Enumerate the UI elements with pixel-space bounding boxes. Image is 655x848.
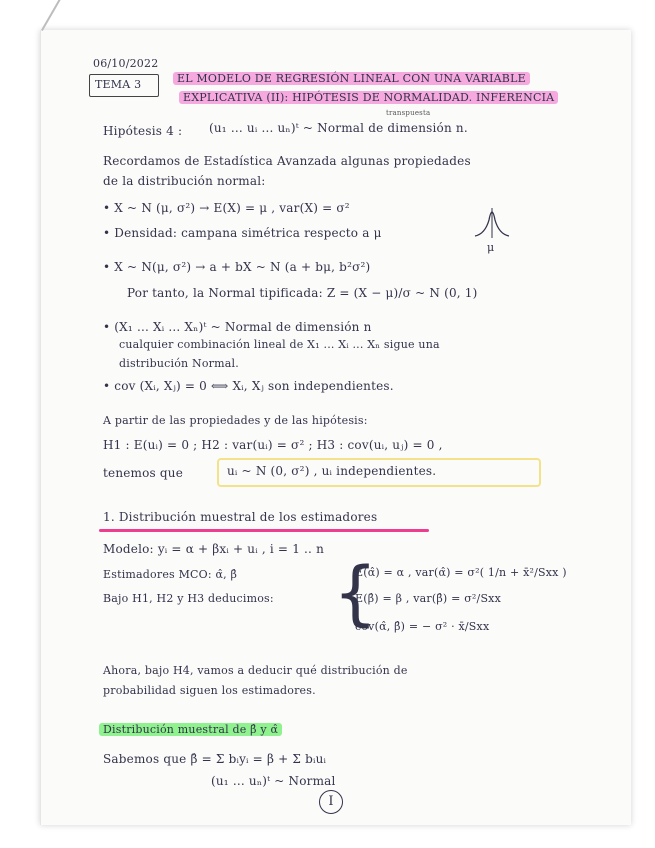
page-number: I (328, 794, 334, 809)
property-4-line-3: distribución Normal. (119, 357, 239, 370)
section-1-modelo: Modelo: yᵢ = α + βxᵢ + uᵢ , i = 1 .. n (103, 542, 325, 556)
result-alpha: E(α̂) = α , var(α̂) = σ²( 1/n + x̄²/Sxx ) (355, 566, 567, 579)
section-2-title-text: Distribución muestral de β̂ y α̂ (99, 723, 282, 736)
section-2-normal: (u₁ ... uₙ)ᵗ ~ Normal (211, 774, 336, 788)
results-brace: { (333, 552, 378, 634)
property-5: • cov (Xᵢ, Xⱼ) = 0 ⟺ Xᵢ, Xⱼ son independientes. (103, 379, 394, 393)
ahora-line-1: Ahora, bajo H4, vamos a deducir qué distribución de (103, 664, 408, 677)
recordamos-line-1: Recordamos de Estadística Avanzada algunas propiedades (103, 154, 471, 168)
title-line-1 (173, 72, 530, 85)
section-1-bajo: Bajo H1, H2 y H3 deducimos: (103, 592, 274, 605)
title-line-1-text: EL MODELO DE REGRESIÓN LINEAL CON UNA VARIABLE (173, 72, 530, 85)
property-1: • X ~ N (μ, σ²) → E(X) = μ , var(X) = σ² (103, 201, 350, 215)
section-1-underline (99, 529, 429, 532)
property-3: • X ~ N(μ, σ²) → a + bX ~ N (a + bμ, b²σ²) (103, 260, 371, 274)
section-1-estimadores: Estimadores MCO: α̂, β̂ (103, 568, 238, 581)
section-2-sabemos: Sabemos que β̂ = Σ bᵢyᵢ = β + Σ bᵢuᵢ (103, 752, 327, 766)
ahora-line-2: probabilidad siguen los estimadores. (103, 684, 316, 697)
bell-mu-label: μ (487, 241, 495, 254)
property-4-line-2: cualquier combinación lineal de X₁ ... Xᵢ ... Xₙ sigue una (119, 338, 440, 351)
apartir-line-3-pre: tenemos que (103, 466, 184, 480)
transpuesta-note: transpuesta (386, 109, 431, 117)
tema-label: TEMA 3 (95, 78, 142, 91)
recordamos-line-2: de la distribución normal: (103, 174, 266, 188)
page-number-circle (319, 790, 343, 814)
title-line-2-text: EXPLICATIVA (II): HIPÓTESIS DE NORMALIDAD. INFERENCIA (179, 91, 558, 104)
title-line-2 (179, 91, 558, 104)
apartir-line-2: H1 : E(uᵢ) = 0 ; H2 : var(uᵢ) = σ² ; H3 : cov(uᵢ, uⱼ) = 0 , (103, 438, 443, 452)
section-2-title (99, 723, 282, 736)
property-2: • Densidad: campana simétrica respecto a μ (103, 226, 382, 240)
apartir-line-3-result: uᵢ ~ N (0, σ²) , uᵢ independientes. (227, 464, 437, 478)
notebook-page (40, 30, 631, 825)
hipotesis-label: Hipótesis 4 : (103, 124, 183, 138)
property-4-line-1: • (X₁ ... Xᵢ ... Xₙ)ᵗ ~ Normal de dimensión n (103, 320, 372, 334)
bell-curve-sketch (473, 202, 511, 244)
result-beta: E(β̂) = β , var(β̂) = σ²/Sxx (355, 592, 501, 605)
apartir-line-1: A partir de las propiedades y de las hipótesis: (103, 414, 368, 427)
date: 06/10/2022 (93, 57, 159, 70)
section-1-title: 1. Distribución muestral de los estimadores (103, 510, 378, 524)
property-3-tipificada: Por tanto, la Normal tipificada: Z = (X − μ)/σ ~ N (0, 1) (127, 286, 478, 300)
hipotesis-formula: (u₁ ... uᵢ ... uₙ)ᵗ ~ Normal de dimensión n. (209, 121, 468, 135)
result-cov: cov(α̂, β̂) = − σ² · x̄/Sxx (355, 620, 490, 633)
page-fold-mark (41, 0, 65, 31)
